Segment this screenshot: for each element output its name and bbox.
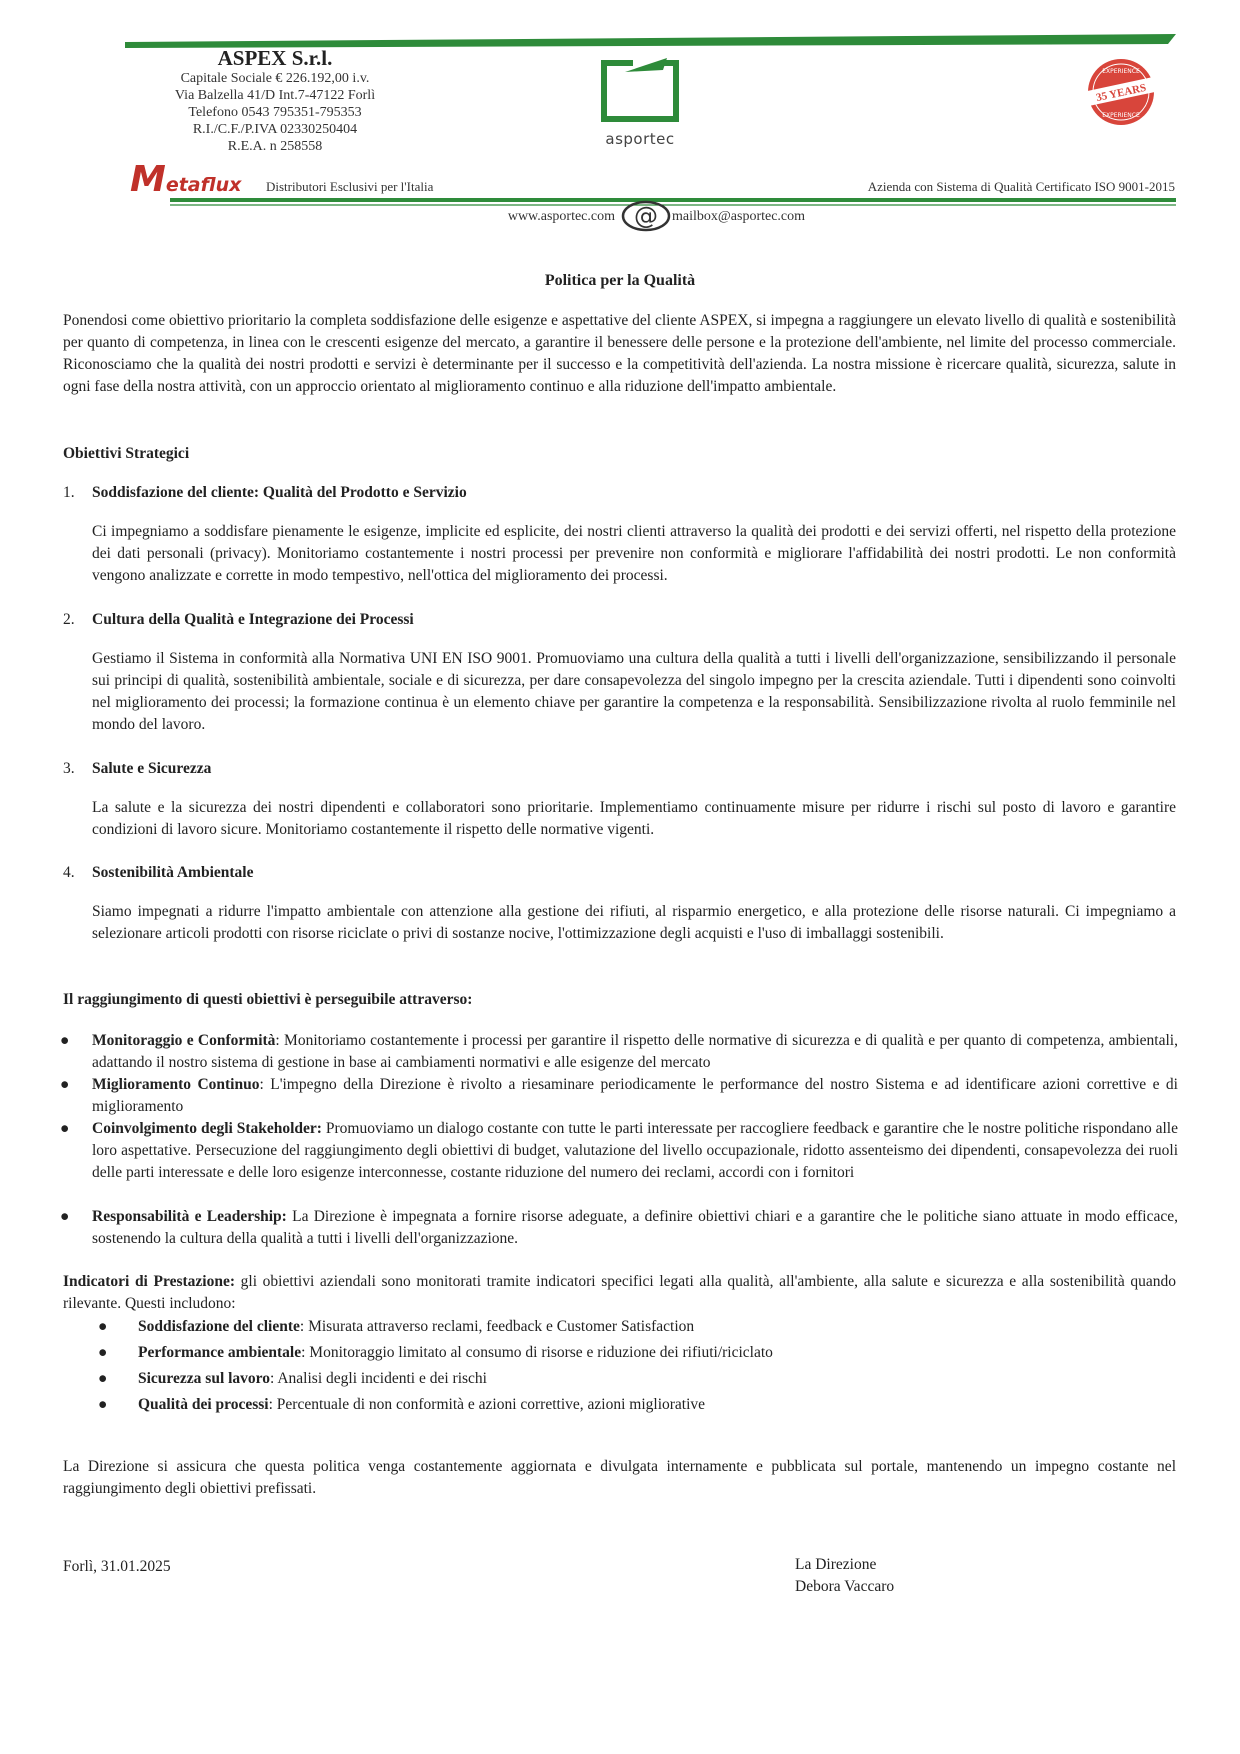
svg-text:@: @ xyxy=(634,202,658,230)
seal-icon xyxy=(1082,57,1160,127)
metaflux-logo xyxy=(130,159,242,200)
35-years-seal xyxy=(1082,57,1160,132)
means-item-title: Coinvolgimento degli Stakeholder: xyxy=(92,1120,322,1137)
indicator-text: : Misurata attraverso reclami, feedback e Customer Satisfaction xyxy=(299,1318,695,1335)
objective-title: Cultura della Qualità e Integrazione dei Processi xyxy=(92,611,414,628)
bullet-icon: ● xyxy=(60,1032,70,1049)
company-info xyxy=(110,46,440,155)
objective-number: 2. xyxy=(63,611,75,628)
means-item-text: La Direzione è impegnata a fornire risorse adeguate, a definire obiettivi chiari e a garantire che le politiche siano attuate in modo efficace, sostenendo la cultura della qualità a tutti i livelli dell'organizzazione. xyxy=(92,1208,1178,1247)
objective-number: 1. xyxy=(63,484,75,501)
indicator-title: Performance ambientale xyxy=(138,1344,302,1361)
bullet-icon: ● xyxy=(98,1396,108,1413)
bullet-icon: ● xyxy=(98,1318,108,1335)
website-link[interactable]: www.asportec.com xyxy=(507,209,615,224)
company-line: Capitale Sociale € 226.192,00 i.v. xyxy=(180,71,370,86)
seal-ring-bottom: EXPERIENCE xyxy=(1102,112,1140,119)
company-line: Via Balzella 41/D Int.7-47122 Forlì xyxy=(174,88,376,103)
bullet-icon: ● xyxy=(60,1208,70,1225)
contacts-row xyxy=(0,202,1240,235)
means-item-title: Miglioramento Continuo xyxy=(92,1076,260,1093)
company-line: R.I./C.F./P.IVA 02330250404 xyxy=(192,122,358,137)
objective-text: La salute e la sicurezza dei nostri dipendenti e collaboratori sono prioritarie. Implementiamo continuamente misure per ridurre i rischi sul posto di lavoro e garantire condizioni di lavoro sicure. Monitoriamo costantemente il rispetto delle normative vigenti. xyxy=(92,799,1176,838)
means-heading: Il raggiungimento di questi obiettivi è perseguibile attraverso: xyxy=(63,991,473,1008)
email-link[interactable]: mailbox@asportec.com xyxy=(672,209,806,224)
objective-text: Siamo impegnati a ridurre l'impatto ambientale con attenzione alla gestione dei rifiuti, al risparmio energetico, e alla protezione delle risorse naturali. Ci impegniamo a selezionare articoli prodotti con risorse riciclate o privi di sostanze nocive, l'ottimizzazione degli acquisti e l'uso di imballaggi sostenibili. xyxy=(92,903,1176,942)
indicator-text: : Percentuale di non conformità e azioni correttive, azioni migliorative xyxy=(268,1396,706,1413)
metaflux-initial: M xyxy=(130,159,166,200)
bullet-icon: ● xyxy=(98,1370,108,1387)
intro-paragraph: Ponendosi come obiettivo prioritario la completa soddisfazione delle esigenze e aspettative del cliente ASPEX, si impegna a raggiungere un elevato livello di qualità e sostenibilità per quanto di competenza, in linea con le crescenti esigenze del mercato, a garantire il benessere delle persone e la protezione dell'ambiente, nel limite del processo commerciale. Riconosciamo che la qualità dei nostri prodotti e servizi è determinante per il successo e la competitività dell'azienda. La nostra missione è ricercare qualità, sicurezza, salute in ogni fase della nostra attività, con un approccio orientato al miglioramento continuo e alla riduzione dell'impatto ambientale. xyxy=(63,312,1176,395)
objective-text: Gestiamo il Sistema in conformità alla Normativa UNI EN ISO 9001. Promuoviamo una cultura della qualità a tutti i livelli dell'organizzazione, sensibilizzando il personale sui principi di qualità, sostenibilità ambientale, sociale e di sicurezza, per dare consapevolezza del singolo impegno per la crescita aziendale. Tutti i dipendenti sono coinvolti nel miglioramento dei processi; la formazione continua è un elemento chiave per garantire la competenza e la responsabilità. Sensibilizzazione rivolta al ruolo femminile nel mondo del lavoro. xyxy=(92,650,1176,733)
objective-title: Salute e Sicurezza xyxy=(92,760,212,777)
indicators-paragraph xyxy=(63,1271,1176,1315)
indicators-text: gli obiettivi aziendali sono monitorati tramite indicatori specifici legati alla qualità, all'ambiente, alla salute e sicurezza e alla sostenibilità quando rilevante. Questi includono: xyxy=(63,1273,1176,1312)
objective-title: Soddisfazione del cliente: Qualità del Prodotto e Servizio xyxy=(92,484,467,501)
signature-name: Debora Vaccaro xyxy=(795,1578,895,1595)
asportec-logo-icon xyxy=(597,56,683,124)
objectives-heading: Obiettivi Strategici xyxy=(63,445,190,462)
objective-number: 4. xyxy=(63,864,75,881)
means-item-text: : L'impegno della Direzione è rivolto a riesaminare periodicamente le performance del nostro Sistema e ad identificare azioni correttive e di miglioramento xyxy=(92,1076,1178,1115)
means-item-title: Monitoraggio e Conformità xyxy=(92,1032,276,1049)
indicator-title: Soddisfazione del cliente xyxy=(138,1318,300,1335)
company-line: Telefono 0543 795351-795353 xyxy=(188,105,362,120)
iso-certification-text: Azienda con Sistema di Qualità Certificato ISO 9001-2015 xyxy=(867,179,1175,194)
at-sign-icon xyxy=(621,199,671,233)
asportec-brand-name: asportec xyxy=(605,130,675,148)
seal-text: 35 YEARS xyxy=(1095,81,1148,105)
objective-title: Sostenibilità Ambientale xyxy=(92,864,254,881)
means-item-text: : Monitoriamo costantemente i processi per garantire il rispetto delle normative di sicurezza e di qualità e per quanto di competenza, ambientali, adattando il nostro sistema di gestione in base ai cambiamenti normativi e alle esigenze del mercato xyxy=(92,1032,1178,1071)
indicator-title: Sicurezza sul lavoro xyxy=(138,1370,271,1387)
closing-paragraph: La Direzione si assicura che questa politica venga costantemente aggiornata e divulgata internamente e pubblicata sul portale, mantenendo un impegno costante nel raggiungimento degli obiettivi prefissati. xyxy=(63,1458,1176,1497)
company-line: R.E.A. n 258558 xyxy=(227,139,323,154)
objective-number: 3. xyxy=(63,760,75,777)
place-date: Forlì, 31.01.2025 xyxy=(63,1558,171,1575)
indicator-text: : Monitoraggio limitato al consumo di risorse e riduzione dei rifiuti/riciclato xyxy=(301,1344,773,1361)
objective-text: Ci impegniamo a soddisfare pienamente le esigenze, implicite ed esplicite, dei nostri clienti attraverso la qualità dei prodotti e dei servizi offerti, nel rispetto della protezione dei dati personali (privacy). Monitoriamo costantemente i nostri processi per prevenire non conformità e migliorare l'affidabilità dei nostri prodotti. Le non conformità vengono analizzate e corrette in modo tempestivo, nell'ottica del miglioramento dei processi. xyxy=(92,523,1176,584)
bullet-icon: ● xyxy=(98,1344,108,1361)
document-title: Politica per la Qualità xyxy=(544,272,696,289)
metaflux-rest: etaflux xyxy=(165,174,242,196)
asportec-logo xyxy=(590,56,690,148)
distributor-text: Distributori Esclusivi per l'Italia xyxy=(266,179,434,194)
company-name: ASPEX S.r.l. xyxy=(217,46,333,70)
indicators-title: Indicatori di Prestazione: xyxy=(63,1273,235,1290)
metaflux-row xyxy=(130,159,1175,200)
means-item-text: Promuoviamo un dialogo costante con tutte le parti interessate per raccogliere feedback e garantire che le nostre politiche rispondano alle loro aspettative. Persecuzione del raggiungimento degli obiettivi di budget, valutazione del livello occupazionale, ridotto assenteismo dei dipendenti, consapevolezza dei ruoli delle parti interessate e delle loro esigenze interconnesse, costante riduzione del numero dei reclami, accordi con i fornitori xyxy=(92,1120,1178,1181)
indicator-text: : Analisi degli incidenti e dei rischi xyxy=(270,1370,487,1387)
bullet-icon: ● xyxy=(60,1076,70,1093)
signature-role: La Direzione xyxy=(795,1556,877,1573)
indicator-title: Qualità dei processi xyxy=(138,1396,269,1413)
seal-ring-top: EXPERIENCE xyxy=(1102,68,1140,75)
bullet-icon: ● xyxy=(60,1120,70,1137)
means-item-title: Responsabilità e Leadership: xyxy=(92,1208,287,1225)
